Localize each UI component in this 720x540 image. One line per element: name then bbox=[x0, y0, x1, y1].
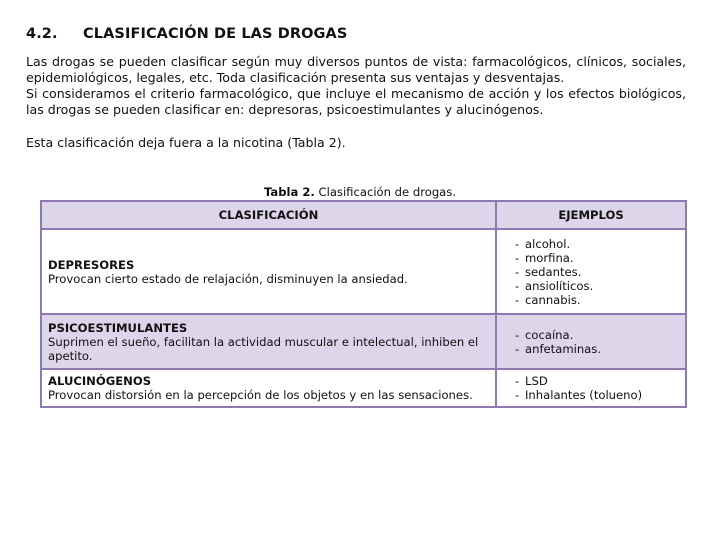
example-item: - sedantes. bbox=[503, 265, 679, 279]
category-description: Provocan cierto estado de relajación, disminuyen la ansiedad. bbox=[48, 271, 408, 286]
classification-cell bbox=[41, 314, 496, 369]
table-row bbox=[41, 229, 686, 314]
example-item: - ansiolíticos. bbox=[503, 279, 679, 293]
section-number: 4.2. bbox=[26, 26, 58, 42]
category-description: Provocan distorsión en la percepción de los objetos y en las sensaciones. bbox=[48, 388, 473, 402]
intro-paragraph: Las drogas se pueden clasificar según muy diversos puntos de vista: farmacológicos, clínicos, sociales, epidemiológicos, legales, etc. Toda clasificación presenta sus ventajas y desventajas. bbox=[26, 54, 686, 85]
classification-cell bbox=[41, 369, 496, 407]
nicotine-note: Esta clasificación deja fuera a la nicotina (Tabla 2). bbox=[26, 135, 346, 150]
table-row bbox=[41, 314, 686, 369]
header-examples: EJEMPLOS bbox=[496, 201, 686, 229]
example-item: - LSD bbox=[503, 374, 679, 388]
examples-list bbox=[503, 374, 679, 402]
classification-cell bbox=[41, 229, 496, 314]
example-item: - alcohol. bbox=[503, 237, 679, 251]
category-name: ALUCINÓGENOS bbox=[48, 374, 152, 388]
criteria-paragraph: Si consideramos el criterio farmacológico, que incluye el mecanismo de acción y los efectos biológicos, las drogas se pueden clasificar en: depresoras, psicoestimulantes y alucinógenos. bbox=[26, 86, 686, 117]
table-row bbox=[41, 369, 686, 407]
category-name: PSICOESTIMULANTES bbox=[48, 320, 188, 335]
category-description: Suprimen el sueño, facilitan la actividad muscular e intelectual, inhiben el apetito. bbox=[48, 334, 479, 363]
examples-cell bbox=[496, 369, 686, 407]
example-item: - morfina. bbox=[503, 251, 679, 265]
drug-classification-table bbox=[40, 200, 687, 408]
table-caption-text: Clasificación de drogas. bbox=[314, 185, 457, 199]
header-classification: CLASIFICACIÓN bbox=[41, 201, 496, 229]
examples-cell bbox=[496, 314, 686, 369]
table-caption bbox=[0, 185, 720, 199]
section-heading bbox=[26, 26, 347, 42]
example-item: - anfetaminas. bbox=[503, 342, 679, 356]
examples-list bbox=[503, 328, 679, 356]
category-name: DEPRESORES bbox=[48, 257, 135, 272]
example-item: - cannabis. bbox=[503, 293, 679, 307]
section-title: CLASIFICACIÓN DE LAS DROGAS bbox=[83, 26, 348, 42]
example-item: - cocaína. bbox=[503, 328, 679, 342]
table-header-row bbox=[41, 201, 686, 229]
table-caption-label: Tabla 2. bbox=[263, 185, 315, 199]
example-item: - Inhalantes (tolueno) bbox=[503, 388, 679, 402]
examples-list bbox=[503, 237, 679, 307]
examples-cell bbox=[496, 229, 686, 314]
